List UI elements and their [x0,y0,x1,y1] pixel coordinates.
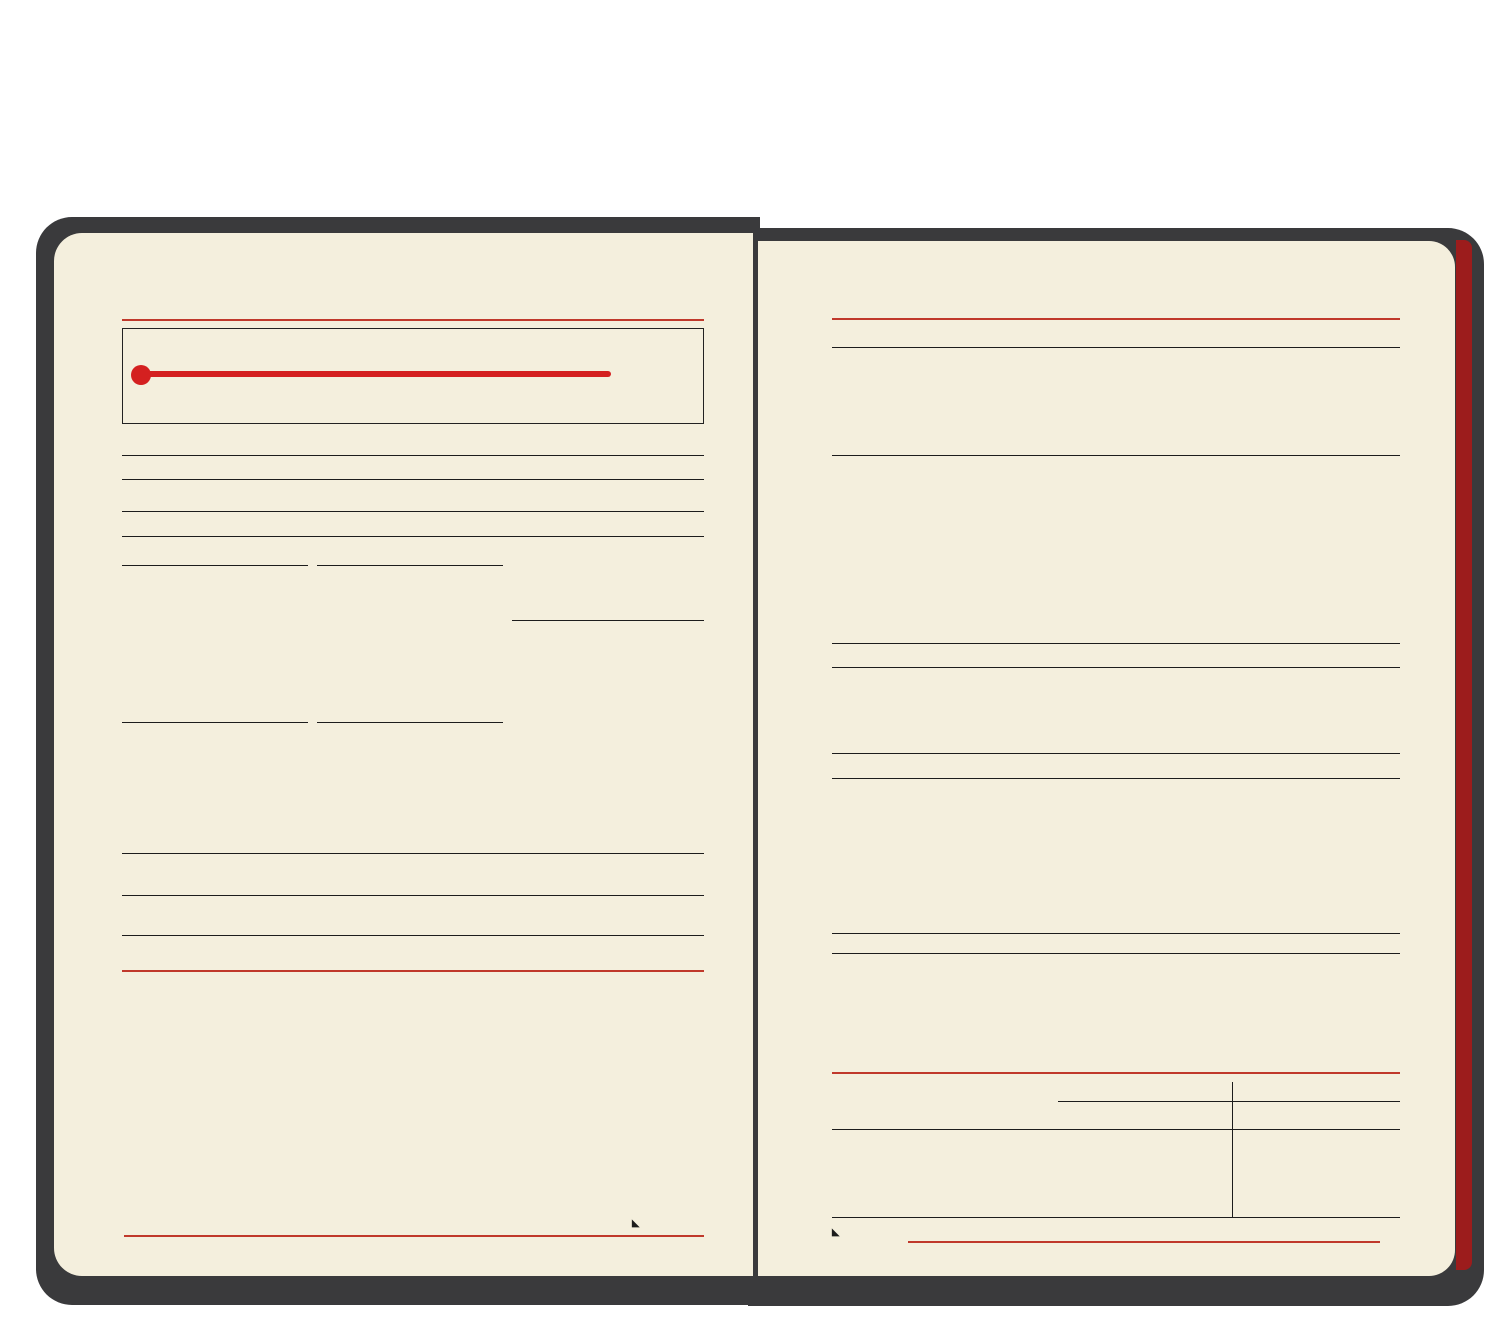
thermometer-bulb [131,365,151,385]
thermometer-box [122,328,704,424]
mph-values [254,435,704,453]
women-clothes-table [832,463,1400,643]
men-shoes-table [832,961,1400,1039]
celsius-ticks [123,334,613,350]
celsius-scale [161,353,607,367]
men-size-codes [888,372,1113,390]
bar-values [349,516,704,534]
men-clothes-table [832,781,1400,937]
zodiac-list [122,977,704,1227]
thermometer-bar [135,371,611,377]
right-page [758,241,1455,1276]
kmph-values [254,459,704,477]
alcohol-table [832,1134,1400,1219]
paper-sizes-table [126,857,706,937]
women-size-codes [1172,372,1402,390]
alcohol-portion-numbers [1058,1108,1400,1126]
brand-logo-right: ◣ [832,1227,840,1238]
fahrenheit-ticks [123,399,613,415]
women-shoes-table [832,673,1400,751]
brand-logo-left: ◣ [632,1218,640,1229]
women-size-values [1172,405,1402,423]
men-size-values [888,405,1113,423]
psi-values [349,491,704,509]
fahrenheit-scale [161,381,607,395]
page-edge-red [1456,240,1472,1270]
left-page [54,233,753,1276]
